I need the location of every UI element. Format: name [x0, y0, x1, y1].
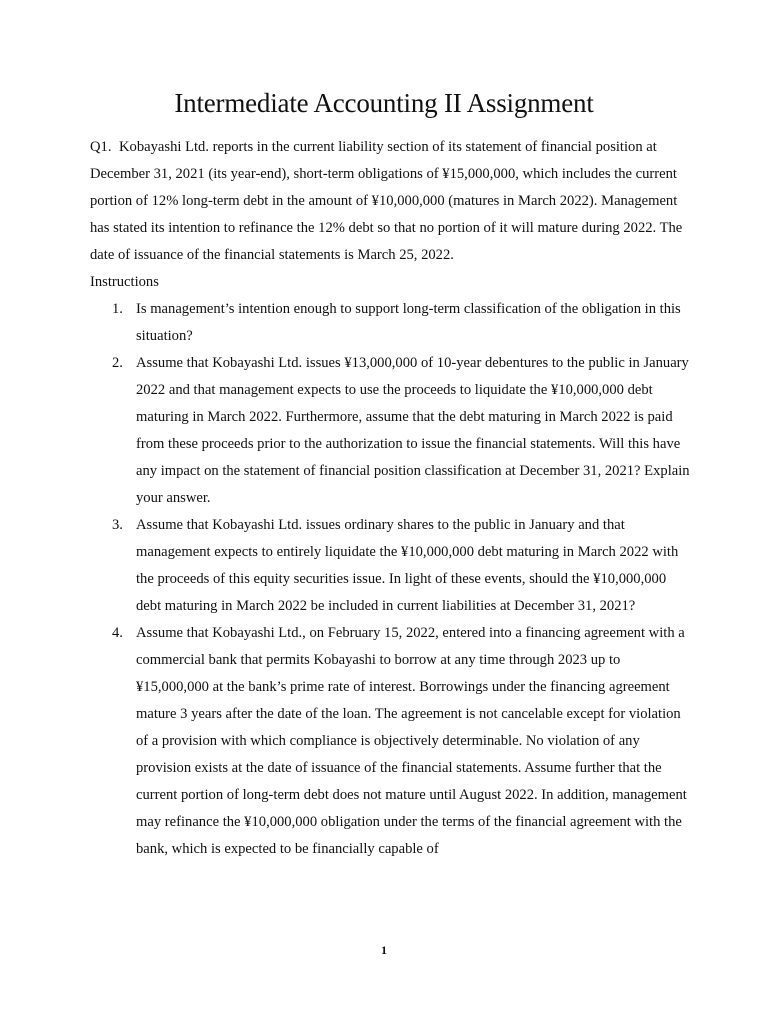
item-text: Assume that Kobayashi Ltd. issues ¥13,000,000 of 10-year debentures to the public in January 2022 and that management expects to use the proceeds to liquidate the ¥10,000,000 debt maturing in March 2022. Furthermore, assume that the debt maturing in March 2022 is paid from these proceeds prior to the authorization to issue the financial statements. Will this have any impact on the statement of financial position classification at December 31, 2021? Explain your answer.	[136, 355, 690, 506]
item-text: Assume that Kobayashi Ltd., on February 15, 2022, entered into a financing agreement with a commercial bank that permits Kobayashi to borrow at any time through 2023 up to ¥15,000,000 at the bank’s prime rate of interest. Borrowings under the financing agreement mature 3 years after the date of the loan. The agreement is not cancelable except for violation of a provision with which compliance is objectively determinable. No violation of any provision exists at the date of issuance of the financial statements. Assume further that the current portion of long-term debt does not mature until August 2022. In addition, management may refinance the ¥10,000,000 obligation under the terms of the financial agreement with the bank, which is expected to be financially capable of	[136, 625, 687, 857]
item-number: 3.	[112, 517, 123, 533]
item-number: 1.	[112, 301, 123, 317]
item-number: 2.	[112, 355, 123, 371]
list-item	[90, 296, 690, 350]
question-text: Kobayashi Ltd. reports in the current liability section of its statement of financial position at December 31, 2021 (its year-end), short-term obligations of ¥15,000,000, which includes the current portion of 12% long-term debt in the amount of ¥10,000,000 (matures in March 2022). Management has stated its intention to refinance the 12% debt so that no portion of it will mature during 2022. The date of issuance of the financial statements is March 25, 2022.	[90, 139, 683, 263]
instructions-heading: Instructions	[90, 274, 159, 290]
list-item	[90, 350, 690, 512]
page-number: 1	[381, 943, 387, 957]
item-number: 4.	[112, 625, 123, 641]
item-text: Assume that Kobayashi Ltd. issues ordinary shares to the public in January and that management expects to entirely liquidate the ¥10,000,000 debt maturing in March 2022 with the proceeds of this equity securities issue. In light of these events, should the ¥10,000,000 debt maturing in March 2022 be included in current liabilities at December 31, 2021?	[136, 517, 679, 614]
instruction-list	[90, 296, 690, 863]
document-body	[90, 134, 690, 863]
item-text: Is management’s intention enough to support long-term classification of the obligation in this situation?	[136, 301, 681, 344]
page-title: Intermediate Accounting II Assignment	[174, 88, 594, 118]
question-label: Q1.	[90, 139, 112, 155]
list-item	[90, 620, 690, 863]
question-1	[90, 134, 690, 269]
list-item	[90, 512, 690, 620]
